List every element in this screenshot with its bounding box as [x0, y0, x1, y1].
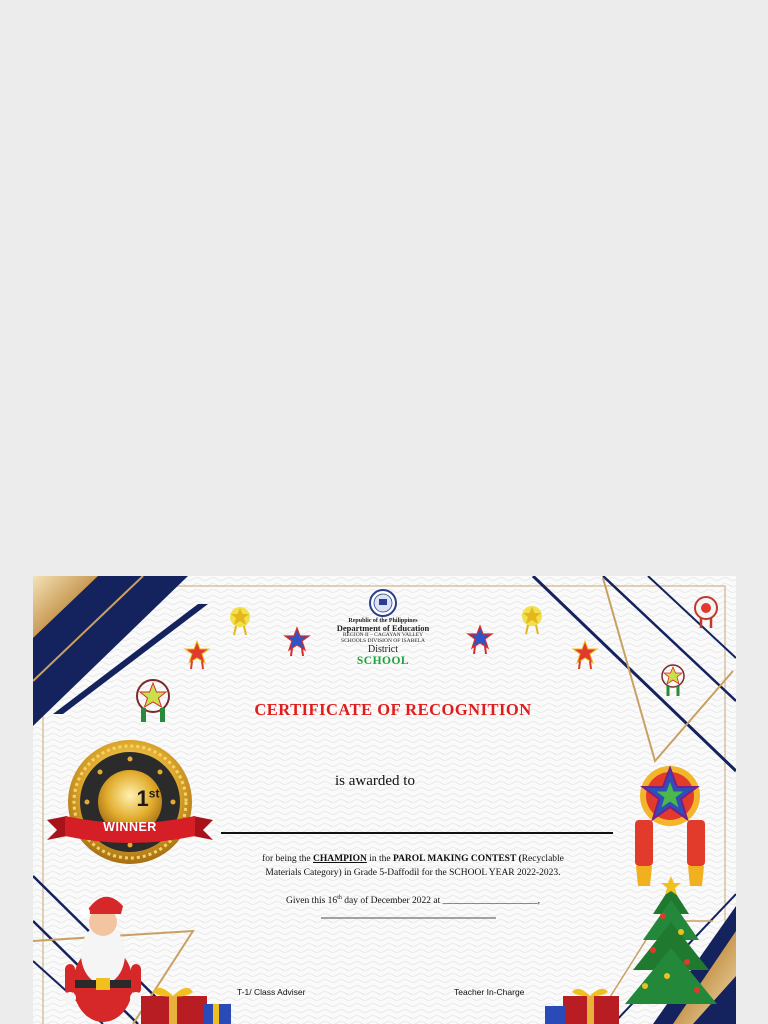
- header-block: [303, 618, 463, 667]
- district-text: District: [368, 643, 398, 655]
- region-text: REGION II – CAGAYAN VALLEY: [342, 632, 424, 639]
- signatory-teacher-in-charge: Teacher In-Charge: [454, 987, 525, 997]
- division-text: SCHOOLS DIVISION OF ISABELA: [341, 637, 425, 644]
- badge-place: 1st: [136, 786, 160, 811]
- school-text: SCHOOL: [356, 655, 410, 668]
- champion-text: CHAMPION: [313, 854, 367, 864]
- certificate-title: CERTIFICATE OF RECOGNITION: [254, 700, 532, 719]
- deped-seal-icon: [370, 590, 396, 616]
- badge-winner-label: WINNER: [103, 820, 157, 834]
- signatory-class-adviser: T-1/ Class Adviser: [237, 987, 306, 997]
- given-date-text: Given this 16th day of December 2022 at ____________________,: [285, 895, 541, 907]
- award-description: for being the CHAMPION in the PAROL MAKING CONTEST (Recyclable Materials Category) in Grade 5-Daffodil for the SCHOOL YEAR 2022-2023.: [262, 854, 564, 878]
- awarded-to-text: is awarded to: [335, 773, 415, 789]
- republic-text: Republic of the Philippines: [348, 618, 418, 624]
- certificate: [33, 576, 736, 1024]
- department-text: Department of Education: [336, 623, 430, 634]
- contest-name: PAROL MAKING CONTEST (: [392, 854, 522, 864]
